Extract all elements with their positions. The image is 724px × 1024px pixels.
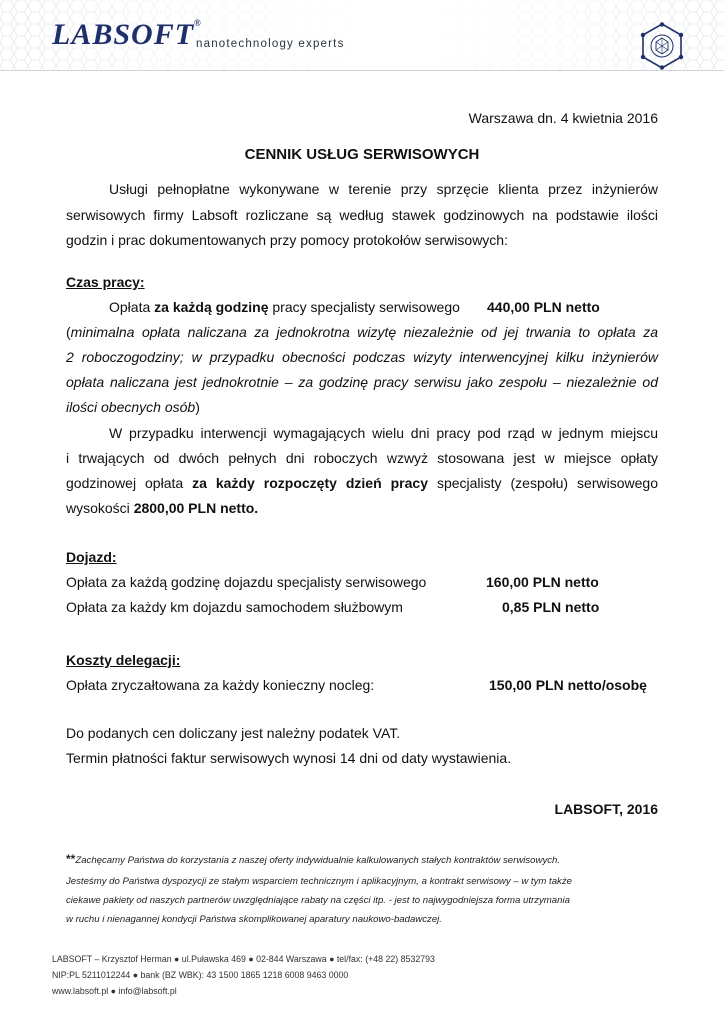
- work-time-heading: Czas pracy:: [66, 274, 145, 290]
- company-logo: LABSOFT®: [52, 18, 202, 51]
- footer-bank: NIP:PL 5211012244 ● bank (BZ WBK): 43 1500 1865 1218 6008 9463 0000: [52, 970, 349, 980]
- travel-heading: Dojazd:: [66, 549, 117, 565]
- minimum-fee-note-line-3: opłata naliczana jest jednokrotnie – za godzinę pracy serwisu jako zespołu – niezależnie od: [66, 374, 658, 390]
- daily-rate-line: wysokości 2800,00 PLN netto.: [66, 500, 259, 516]
- multi-day-line-1: W przypadku interwencji wymagających wielu dni pracy pod rząd w jednym miejscu: [109, 425, 658, 441]
- payment-terms: Termin płatności faktur serwisowych wynosi 14 dni od daty wystawienia.: [66, 750, 512, 766]
- overnight-label: Opłata zryczałtowana za każdy konieczny nocleg:: [66, 677, 375, 693]
- intro-line-3: godzin i prac dokumentowanych przy pomocy protokołów serwisowych:: [66, 232, 508, 248]
- hourly-rate-label: Opłata za każdą godzinę pracy specjalisty serwisowego: [109, 299, 460, 315]
- intro-line-2: serwisowych firmy Labsoft rozliczane są według stawek godzinowych na podstawie ilości: [66, 207, 658, 223]
- footer-address: LABSOFT – Krzysztof Herman ● ul.Puławska 469 ● 02-844 Warszawa ● tel/fax: (+48 22) 8532793: [52, 954, 435, 964]
- multi-day-line-2: i trwających od dwóch pełnych dni roboczych wzwyż stosowana jest w miejsce opłaty: [66, 450, 658, 466]
- hourly-rate-value: 440,00 PLN netto: [487, 299, 600, 315]
- signature: LABSOFT, 2016: [554, 801, 658, 817]
- delegation-heading: Koszty delegacji:: [66, 652, 181, 668]
- travel-km-label: Opłata za każdy km dojazdu samochodem służbowym: [66, 599, 403, 615]
- travel-km-value: 0,85 PLN netto: [502, 599, 600, 615]
- minimum-fee-note-line-2: 2 roboczogodziny; w przypadku obecności podczas wizyty interwencyjnej kilku inżynierów: [66, 349, 658, 365]
- overnight-value: 150,00 PLN netto/osobę: [489, 677, 647, 693]
- footnote-line-3: ciekawe pakiety od naszych partnerów uwzględniające rabaty na części itp. - jest to najwygodniejsza forma utrzymania: [66, 895, 570, 906]
- footnote-line-4: w ruchu i nienagannej kondycji Państwa skomplikowanej aparatury naukowo-badawczej.: [66, 914, 442, 925]
- minimum-fee-note-line-1: (minimalna opłata naliczana za jednokrotna wizytę niezależnie od jej trwania to opłata za: [66, 324, 658, 340]
- hexagon-molecule-icon: [638, 22, 686, 70]
- header-divider: [0, 70, 724, 71]
- company-tagline: nanotechnology experts: [196, 38, 345, 50]
- intro-line-1: Usługi pełnopłatne wykonywane w terenie przy sprzęcie klienta przez inżynierów: [109, 181, 658, 197]
- document-title: CENNIK USŁUG SERWISOWYCH: [244, 146, 480, 163]
- travel-hour-value: 160,00 PLN netto: [486, 574, 599, 590]
- multi-day-line-3: godzinowej opłata za każdy rozpoczęty dzień pracy specjalisty (zespołu) serwisowego: [66, 475, 658, 491]
- footnote-line-2: Jesteśmy do Państwa dyspozycji ze stałym wsparciem technicznym i aplikacyjnym, a kontrakt serwisowy – w tym także: [66, 876, 572, 887]
- travel-hour-label: Opłata za każdą godzinę dojazdu specjalisty serwisowego: [66, 574, 427, 590]
- minimum-fee-note-line-4: ilości obecnych osób): [66, 399, 200, 415]
- vat-note: Do podanych cen doliczany jest należny podatek VAT.: [66, 725, 401, 741]
- footer-contact: www.labsoft.pl ● info@labsoft.pl: [52, 986, 177, 996]
- document-date: Warszawa dn. 4 kwietnia 2016: [468, 110, 658, 126]
- footnote-line-1: **Zachęcamy Państwa do korzystania z naszej oferty indywidualnie kalkulowanych stałych kontraktów serwisowych.: [66, 852, 561, 866]
